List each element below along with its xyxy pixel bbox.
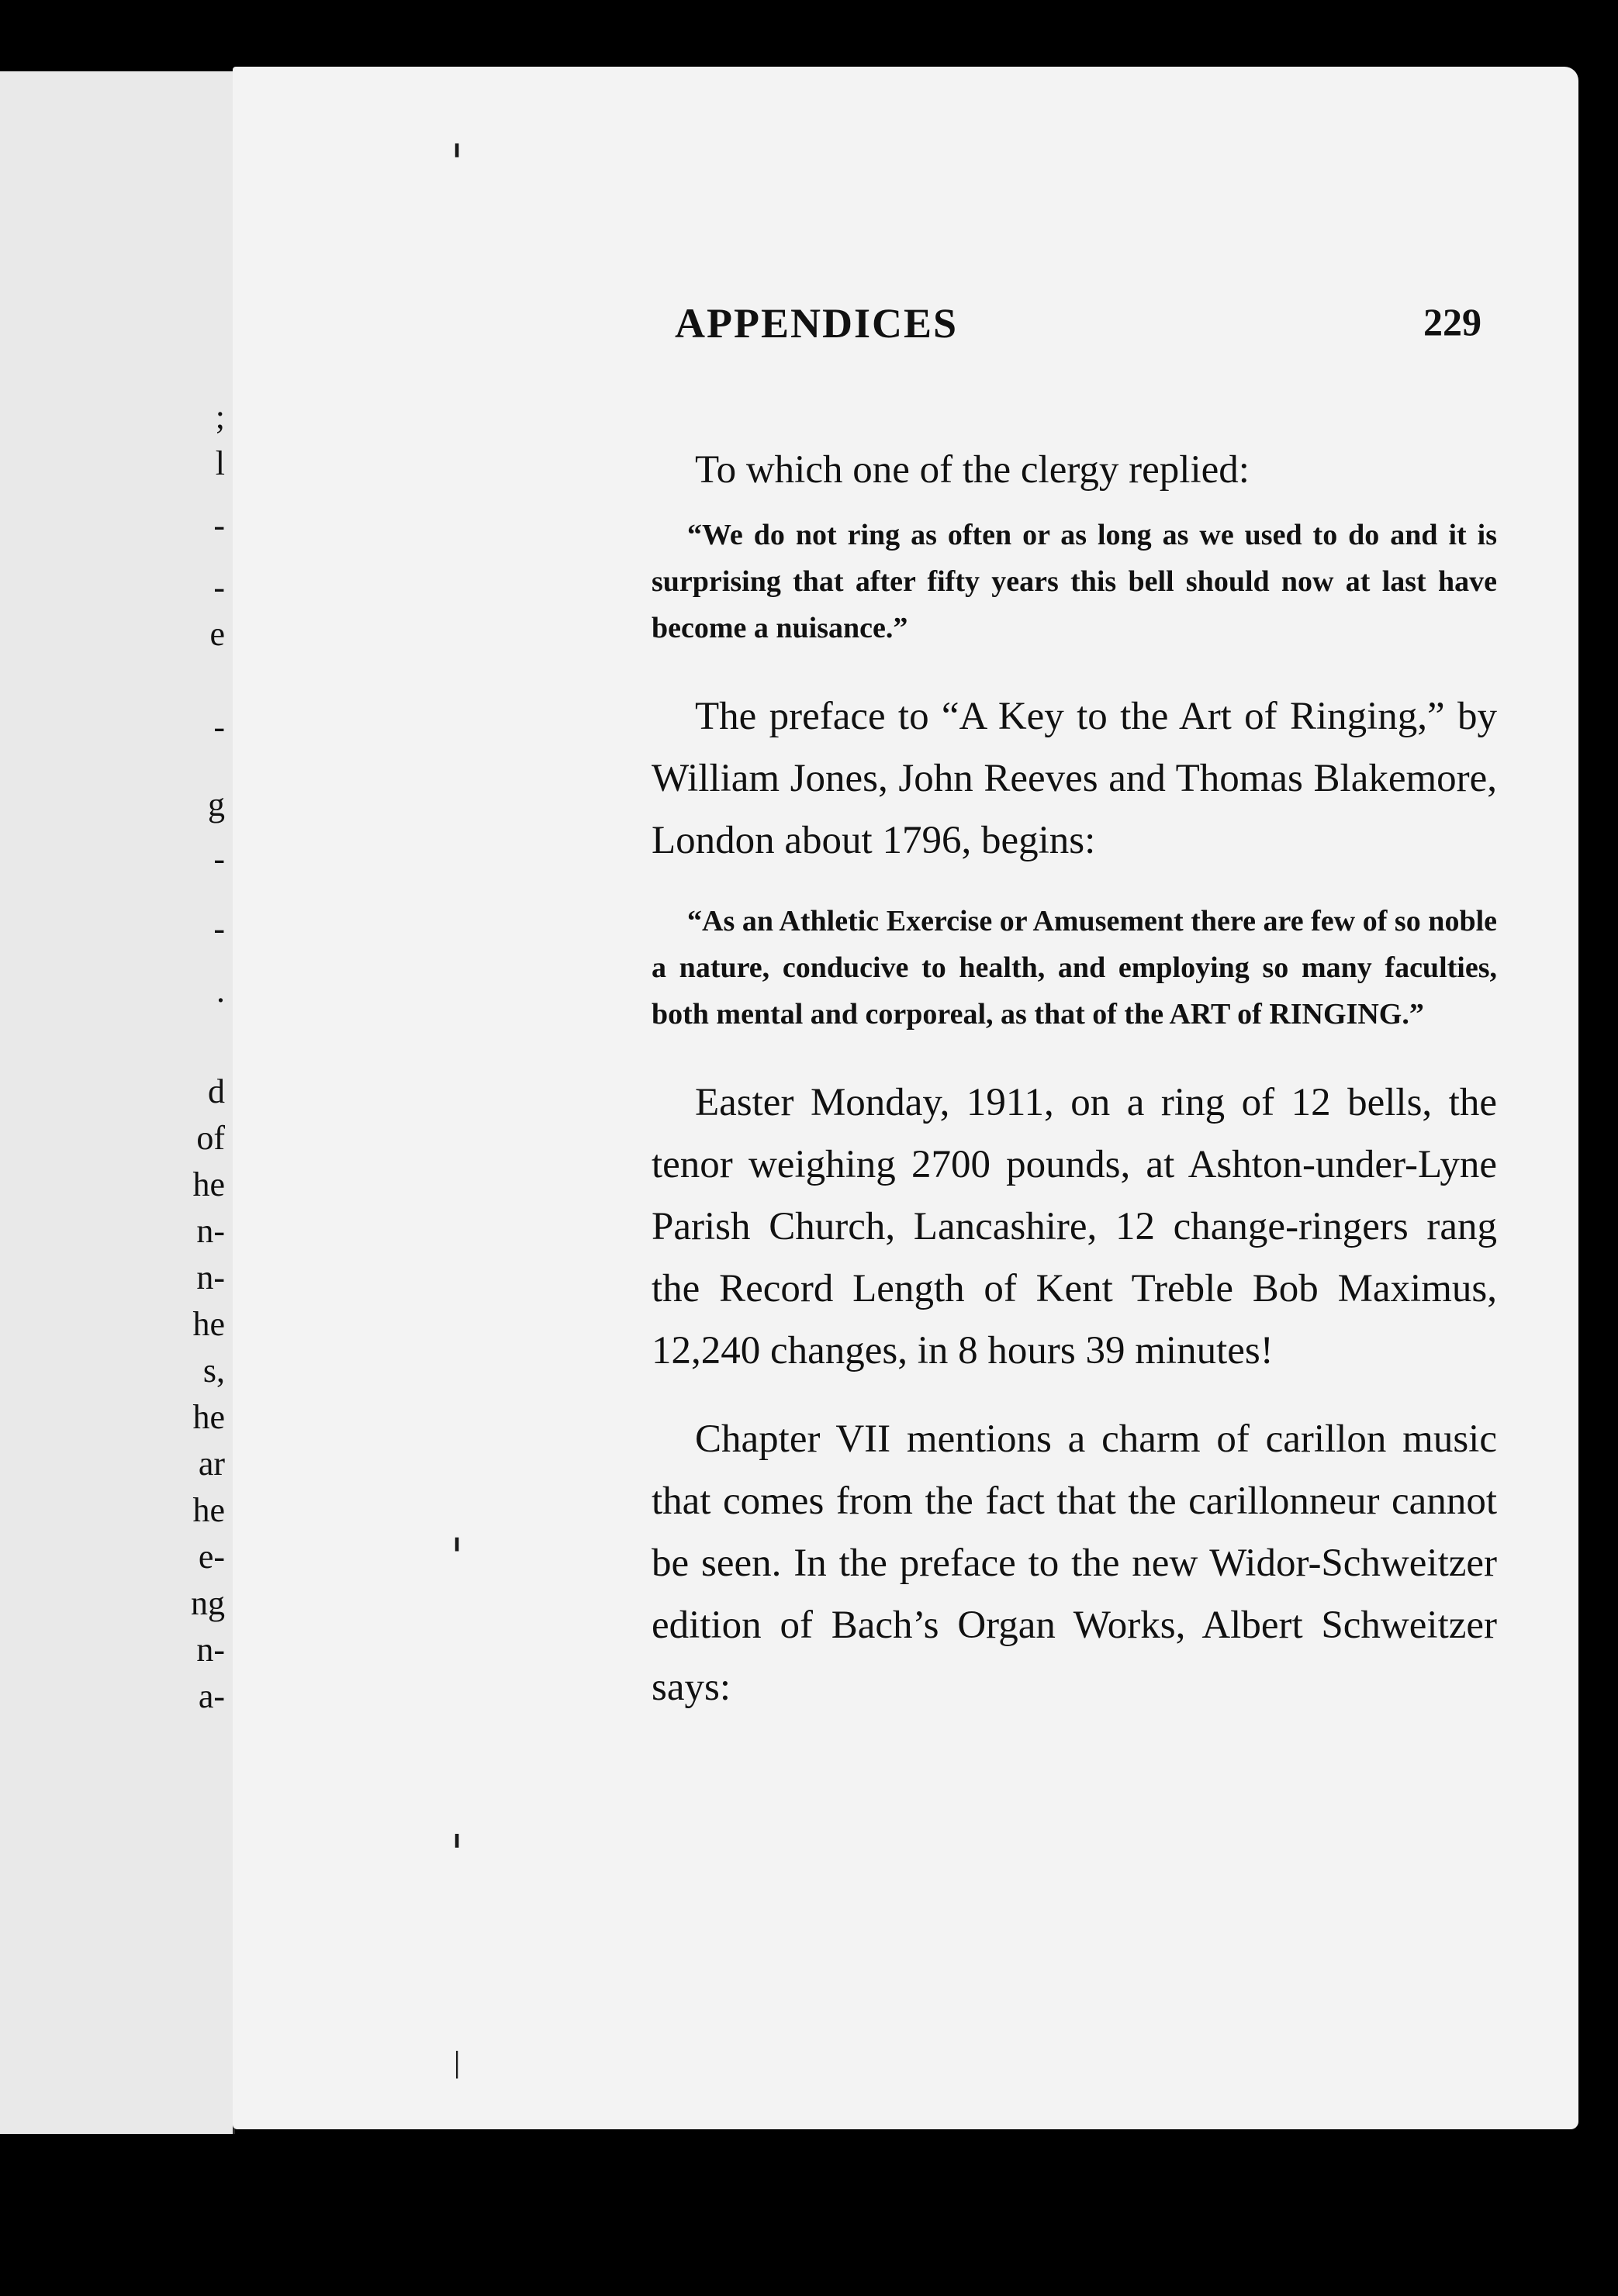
block-quote: “We do not ring as often or as long as we used to do and it is surprising that after fifty years this bell should now at last have become a nuisance.” — [652, 519, 1497, 644]
gutter-specks: ╹ ╻ ╹ │ — [450, 144, 465, 2079]
fragment: - — [213, 840, 225, 878]
facing-page-edge — [0, 71, 235, 2134]
fragment: of — [196, 1119, 225, 1157]
paragraph: Easter Monday, 1911, on a ring of 12 bells, the tenor weighing 2700 pounds, at Ashton-under-Lyne Parish Church, Lancashire, 12 change-ringers rang the Record Length of Kent Treble Bob Maximus, 12,240 changes, in 8 hours 39 minutes! — [652, 1081, 1497, 1372]
paragraph: To which one of the clergy replied: — [695, 448, 1250, 492]
fragment: g — [208, 785, 225, 823]
fragment: he — [192, 1491, 225, 1529]
fragment: n- — [196, 1212, 225, 1250]
paragraph: Chapter VII mentions a charm of carillon music that comes from the fact that the carillonneur cannot be seen. In the preface to the new Widor-Schweitzer edition of Bach’s Organ Works, Albert Schweitzer says: — [652, 1417, 1497, 1709]
fragment: e- — [198, 1538, 225, 1576]
page-body — [652, 439, 1497, 1745]
facing-page-text-fragments — [163, 71, 225, 2134]
fragment: n- — [196, 1258, 225, 1296]
fragment: - — [213, 568, 225, 606]
fragment: he — [192, 1398, 225, 1436]
fragment: e — [209, 615, 225, 653]
fragment: s, — [202, 1352, 225, 1390]
book-page — [233, 67, 1578, 2129]
page-header — [675, 299, 1481, 369]
fragment: ng — [191, 1584, 225, 1622]
fragment: - — [213, 708, 225, 746]
fragment: he — [192, 1165, 225, 1203]
running-head: APPENDICES — [675, 300, 959, 347]
fragment: - — [213, 506, 225, 544]
paragraph: The preface to “A Key to the Art of Ringing,” by William Jones, John Reeves and Thomas Blakemore, London about 1796, begins: — [652, 695, 1497, 862]
fragment: ; — [215, 398, 225, 436]
fragment: . — [216, 972, 225, 1010]
fragment: n- — [196, 1631, 225, 1669]
fragment: d — [208, 1072, 225, 1110]
fragment: - — [213, 910, 225, 948]
fragment: l — [215, 444, 225, 482]
page-number: 229 — [1423, 300, 1481, 344]
fragment: ar — [198, 1445, 225, 1483]
fragment: he — [192, 1305, 225, 1343]
block-quote: “As an Athletic Exercise or Amusement there are few of so noble a nature, conducive to health, and employing so many faculties, both mental and corporeal, as that of the ART of RINGING.” — [652, 905, 1497, 1031]
fragment: a- — [198, 1677, 225, 1715]
